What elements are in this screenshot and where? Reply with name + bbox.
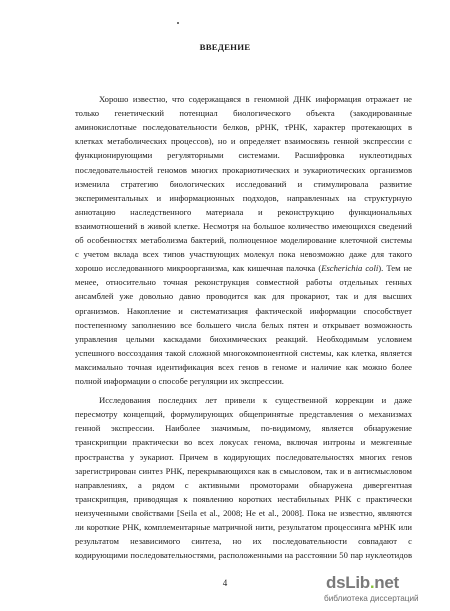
text-line: управления целыми каскадами биохимических реакций. Необходимым условием — [75, 333, 412, 344]
text-line: об особенностях метаболизма бактерий, полноценное моделирование клеточной системы — [75, 235, 412, 245]
text-line: хорошо исследованного микроорганизма, как кишечная палочка (Escherichia coli). Тем не — [75, 263, 412, 274]
text-line: функционирующими регуляторными системами. Расшифровка нуклеотидных — [75, 150, 412, 161]
text-line: генной экспрессии. Наиболее значимым, по-видимому, является обнаружение — [75, 423, 412, 434]
text-line: Хорошо известно, что содержащаяся в геномной ДНК информация отражает не — [99, 94, 412, 104]
text-line: менее, относительно точная реконструкция совместной работы отдельных генных — [75, 277, 412, 288]
text-line: кодирующими последовательностями, расположенными на расстоянии 50 пар нуклеотидов — [75, 550, 412, 561]
text-line: успешного воссоздания такой сложной многокомпонентной системы, как клетка, является — [75, 347, 412, 358]
text-line: только генетический потенциал биологического объекта (закодированные — [75, 108, 412, 119]
text-line: пространства у эукариот. Причем в кодирующих последовательностях многих генов — [75, 451, 412, 462]
text-line: транскрипции практически во всех локусах генома, включая интроны и межгенные — [75, 437, 412, 448]
text-line: с учетом вклада всех типов участвующих молекул пока невозможно даже для такого — [75, 249, 412, 260]
text-line: взаимотношений в живой клетке. Несмотря на большое количество имеющихся сведений — [75, 220, 412, 231]
text-line: экспериментальных и информационных подходов, направленных на структурную — [75, 192, 412, 203]
section-title: ВВЕДЕНИЕ — [199, 42, 251, 52]
text-line: полной информации о способе регуляции их экспрессии. — [75, 376, 284, 386]
watermark-logo: dsLib.net — [326, 573, 399, 592]
text-line: ансамблей уже довольно давно проводится как для прокариот, так и для высших — [75, 291, 412, 302]
text-line: организмов. Накопление и систематизация фактической информации способствует — [75, 305, 412, 316]
page-number: 4 — [222, 578, 228, 588]
text-line: зарегистрирован синтез РНК, перекрывающихся как в смысловом, так и в антисмысловом — [75, 465, 412, 476]
text-line: изменила стратегию биологических исследований и стимулировала развитие — [75, 178, 412, 189]
text-line: клетках метаболических процессов), но и определяет взаимосвязь генной экспрессии с — [75, 136, 412, 147]
text-line: аминокислотные последовательности белков, рРНК, тРНК, характер протекающих в — [75, 122, 412, 133]
text-line: последовательностей геномов многих прокариотических и эукариотических организмов — [75, 164, 412, 175]
text-line: ли короткие РНК, комплементарные матричной нити, результатом процессинга мРНК или — [75, 522, 412, 532]
watermark[interactable] — [324, 573, 442, 607]
text-line: Исследования последних лет привели к существенной коррекции и даже — [99, 395, 412, 406]
text-line: направлениях, а рядом с активными промоторами обнаружена дивергентная — [75, 479, 412, 490]
watermark-tagline: библиотека диссертаций — [324, 594, 419, 603]
text-line: максимально точная идентификация всех генов в геноме и наличие как можно более — [75, 361, 412, 372]
text-line: результатом независимого синтеза, но их последовательности совпадают с — [75, 536, 412, 547]
text-line: аннотацию наследственного материала и реконструкцию функциональных — [75, 206, 412, 217]
text-line: транскрипция, приводящая к появлению коротких нестабильных РНК с практически — [75, 493, 412, 504]
text-line: постепенному заполнению все большего числа белых пятен и открывает возможность — [75, 319, 412, 330]
text-line: пересмотру концепций, формулирующих общепринятые представления о механизмах — [75, 409, 412, 420]
text-line: неизученными свойствами [Seila et al., 2008; He et al., 2008]. Пока не известно, являются — [75, 507, 412, 518]
